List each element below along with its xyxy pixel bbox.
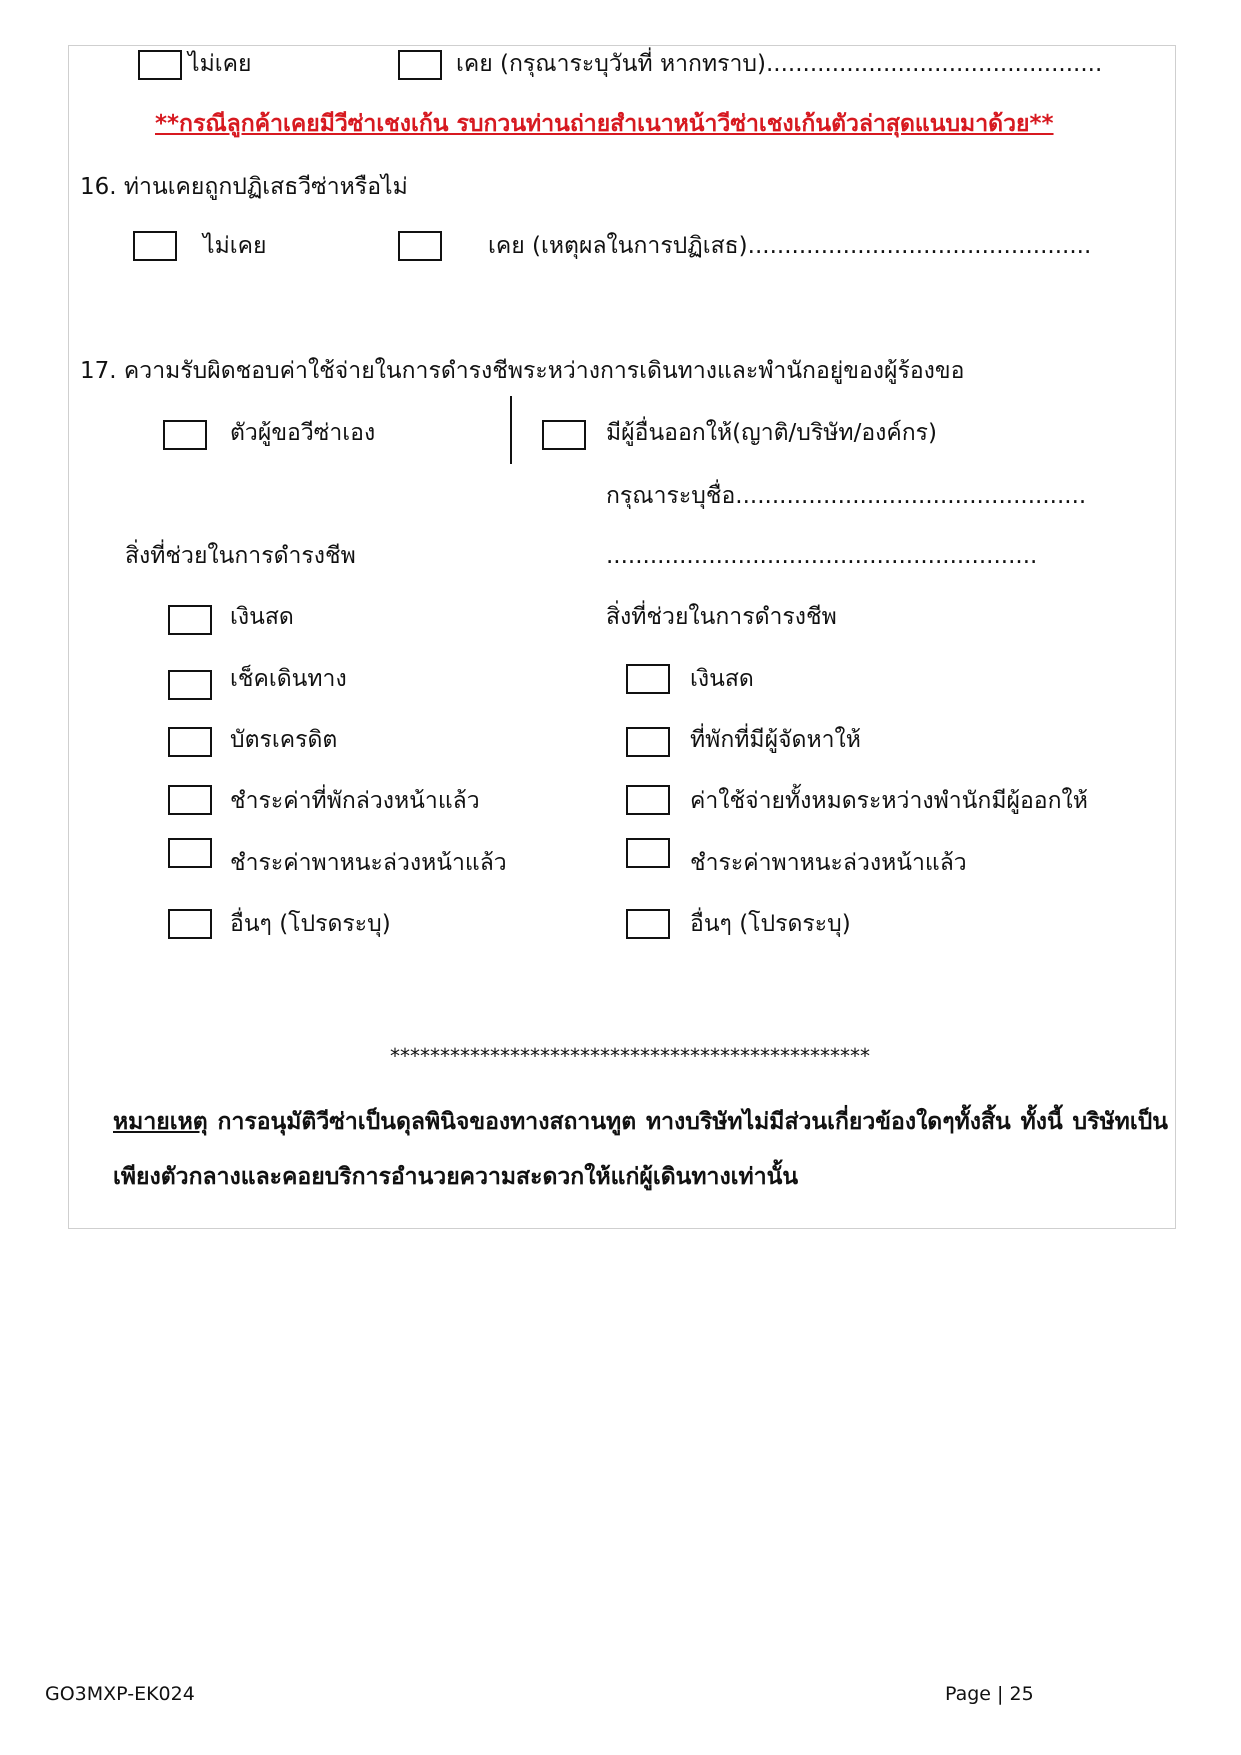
left-item-label: ชำระค่าพาหนะล่วงหน้าแล้ว [230, 850, 507, 876]
left-prepaid-transport-checkbox[interactable] [168, 838, 212, 868]
q17-self-label: ตัวผู้ขอวีซ่าเอง [230, 420, 376, 446]
q16-ever-label: เคย (เหตุผลในการปฏิเสธ)............................................... [488, 233, 1092, 259]
left-travelers-cheque-checkbox[interactable] [168, 670, 212, 700]
right-support-heading: สิ่งที่ช่วยในการดำรงชีพ [606, 604, 837, 630]
right-item-label: ที่พักที่มีผู้จัดหาให้ [690, 727, 861, 753]
right-item-label: อื่นๆ (โปรดระบุ) [690, 911, 851, 937]
page-number: 25 [1009, 1683, 1034, 1705]
sponsor-name-label: กรุณาระบุชื่อ................................................ [606, 483, 1087, 509]
q15-ever-label: เคย (กรุณาระบุวันที่ หากทราบ).............................................. [456, 51, 1103, 77]
page-label: Page [945, 1683, 991, 1705]
page-indicator [945, 1685, 1034, 1704]
q15-never-checkbox[interactable] [138, 50, 182, 80]
q17-self-checkbox[interactable] [163, 420, 207, 450]
left-item-label: เงินสด [230, 604, 294, 630]
q16-ever-checkbox[interactable] [398, 231, 442, 261]
remark-label: หมายเหตุ [113, 1109, 208, 1135]
right-accommodation-provided-checkbox[interactable] [626, 727, 670, 757]
q15-never-label: ไม่เคย [188, 51, 252, 77]
right-item-label: เงินสด [690, 666, 754, 692]
remark-paragraph [113, 1095, 1168, 1205]
q17-other-label: มีผู้อื่นออกให้(ญาติ/บริษัท/องค์กร) [606, 420, 937, 446]
right-all-expenses-covered-checkbox[interactable] [626, 785, 670, 815]
left-cash-checkbox[interactable] [168, 605, 212, 635]
left-item-label: ชำระค่าที่พักล่วงหน้าแล้ว [230, 788, 480, 814]
q16-never-checkbox[interactable] [133, 231, 177, 261]
right-other-checkbox[interactable] [626, 909, 670, 939]
left-item-label: บัตรเครดิต [230, 727, 338, 753]
left-other-checkbox[interactable] [168, 909, 212, 939]
page-separator: | [997, 1683, 1004, 1705]
q17-other-checkbox[interactable] [542, 420, 586, 450]
right-prepaid-transport-checkbox[interactable] [626, 838, 670, 868]
star-separator: ************************************************ [390, 1044, 870, 1068]
sponsor-name-line: ........................................................... [606, 543, 1038, 569]
column-divider [510, 396, 512, 464]
left-support-heading: สิ่งที่ช่วยในการดำรงชีพ [125, 543, 356, 569]
schengen-notice: **กรณีลูกค้าเคยมีวีซ่าเชงเก้น รบกวนท่านถ่ายสำเนาหน้าวีซ่าเชงเก้นตัวล่าสุดแนบมาด้วย** [155, 111, 1054, 137]
left-item-label: อื่นๆ (โปรดระบุ) [230, 911, 391, 937]
q17-question: 17. ความรับผิดชอบค่าใช้จ่ายในการดำรงชีพระหว่างการเดินทางและพำนักอยู่ของผู้ร้องขอ [80, 358, 965, 384]
q16-never-label: ไม่เคย [203, 233, 267, 259]
q15-ever-checkbox[interactable] [398, 50, 442, 80]
right-item-label: ชำระค่าพาหนะล่วงหน้าแล้ว [690, 850, 967, 876]
left-credit-card-checkbox[interactable] [168, 727, 212, 757]
left-item-label: เช็คเดินทาง [230, 666, 347, 692]
right-item-label: ค่าใช้จ่ายทั้งหมดระหว่างพำนักมีผู้ออกให้ [690, 788, 1088, 814]
remark-text: การอนุมัติวีซ่าเป็นดุลพินิจของทางสถานทูต ทางบริษัทไม่มีส่วนเกี่ยวข้องใดๆทั้งสิ้น ทั้งนี้ บริษัทเป็นเพียงตัวกลางและคอยบริการอำนวยความสะดวกให้แก่ผู้เดินทางเท่านั้น [113, 1109, 1168, 1190]
left-prepaid-accommodation-checkbox[interactable] [168, 785, 212, 815]
q16-question: 16. ท่านเคยถูกปฏิเสธวีซ่าหรือไม่ [80, 174, 408, 200]
doc-code: GO3MXP-EK024 [45, 1683, 195, 1705]
right-cash-checkbox[interactable] [626, 664, 670, 694]
